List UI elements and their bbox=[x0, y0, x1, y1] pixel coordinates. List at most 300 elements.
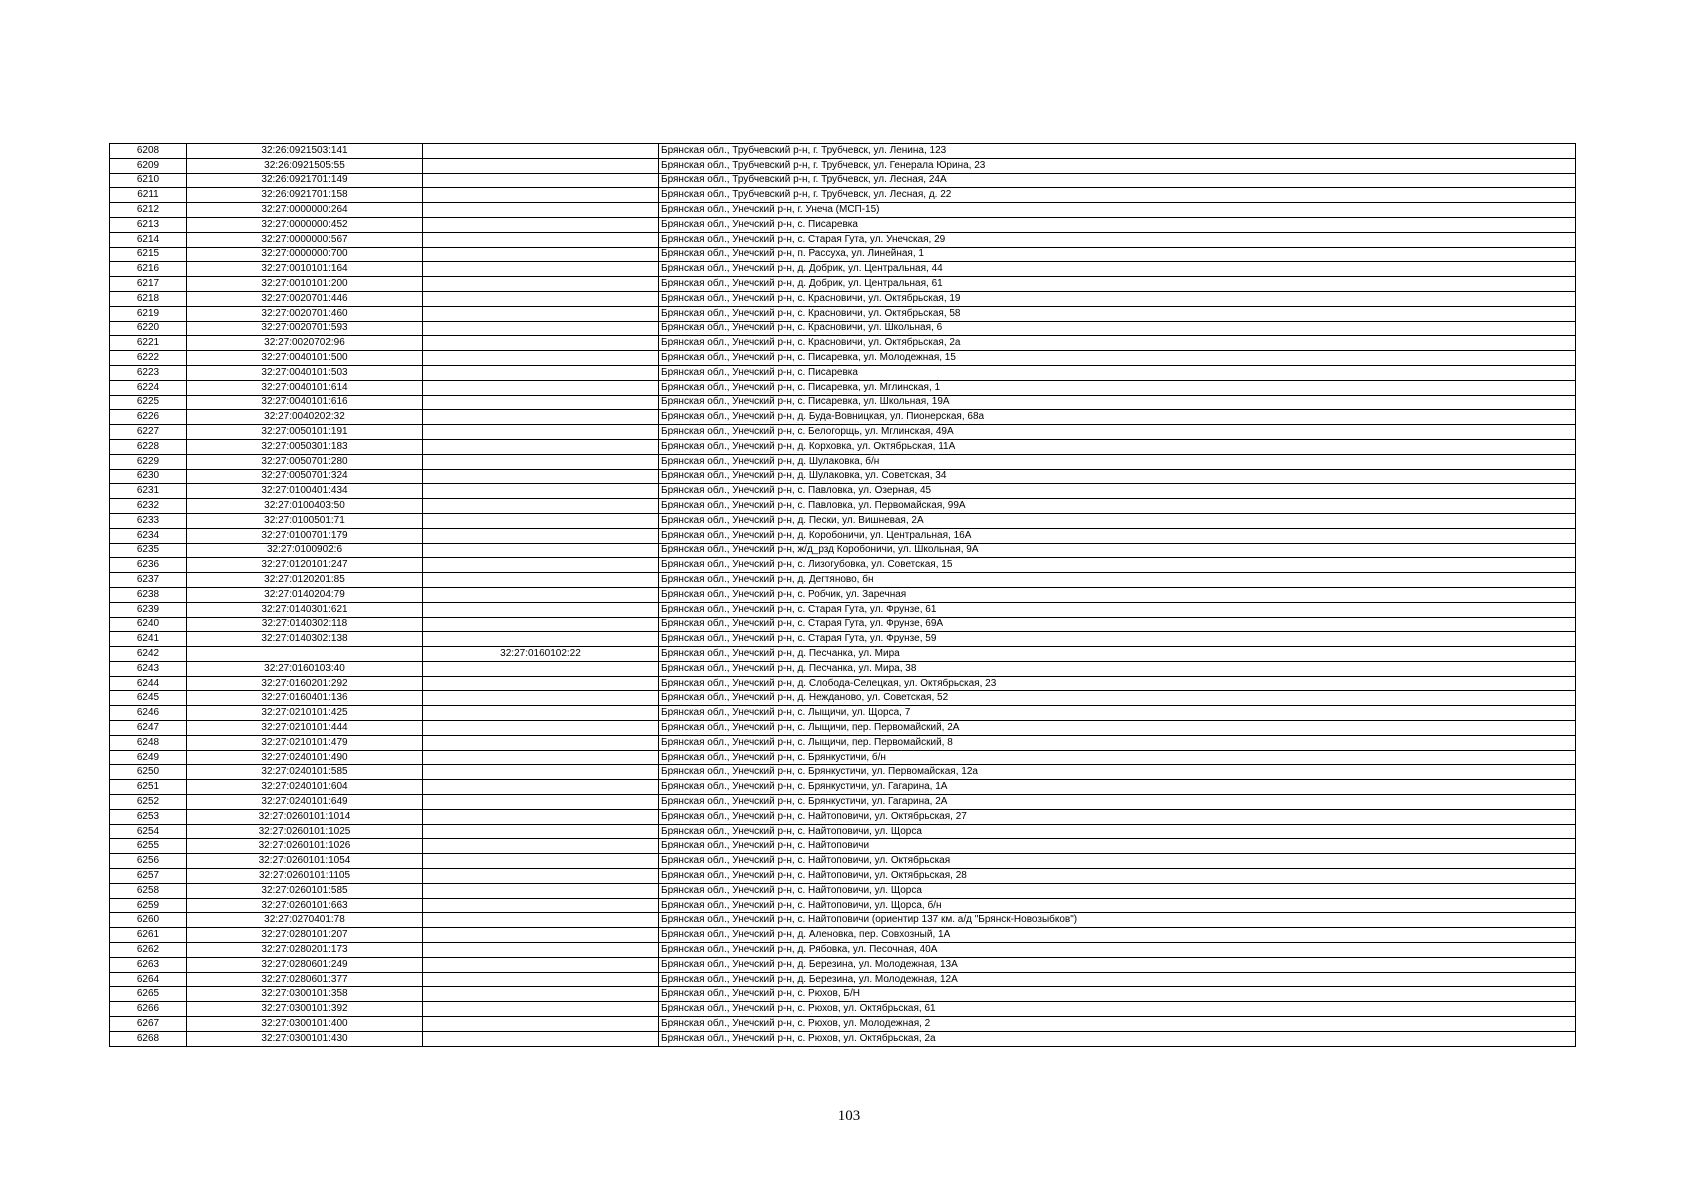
row-number-cell: 6221 bbox=[110, 336, 187, 351]
cadastral-number-cell: 32:27:0040101:503 bbox=[187, 365, 423, 380]
table-row bbox=[110, 380, 1576, 395]
cadastral-number-cell: 32:27:0020702:96 bbox=[187, 336, 423, 351]
table-row bbox=[110, 277, 1576, 292]
table-row bbox=[110, 144, 1576, 159]
row-number-cell: 6214 bbox=[110, 232, 187, 247]
table-row bbox=[110, 425, 1576, 440]
cadastral-number-cell: 32:27:0160201:292 bbox=[187, 676, 423, 691]
table-row bbox=[110, 351, 1576, 366]
table-row bbox=[110, 306, 1576, 321]
related-cadastral-number-cell bbox=[423, 144, 659, 159]
row-number-cell: 6209 bbox=[110, 158, 187, 173]
cadastral-number-cell: 32:26:0921701:149 bbox=[187, 173, 423, 188]
table-row bbox=[110, 602, 1576, 617]
row-number-cell: 6238 bbox=[110, 587, 187, 602]
cadastral-number-cell: 32:27:0000000:264 bbox=[187, 203, 423, 218]
related-cadastral-number-cell bbox=[423, 957, 659, 972]
related-cadastral-number-cell bbox=[423, 262, 659, 277]
table-row bbox=[110, 410, 1576, 425]
cadastral-number-cell: 32:27:0240101:649 bbox=[187, 795, 423, 810]
table-row bbox=[110, 573, 1576, 588]
cadastral-number-cell: 32:27:0300101:392 bbox=[187, 1002, 423, 1017]
address-cell: Брянская обл., Унечский р-н, с. Найтоповичи, ул. Щорса bbox=[659, 883, 1576, 898]
related-cadastral-number-cell bbox=[423, 513, 659, 528]
related-cadastral-number-cell bbox=[423, 321, 659, 336]
cadastral-number-cell: 32:27:0050701:280 bbox=[187, 454, 423, 469]
row-number-cell: 6230 bbox=[110, 469, 187, 484]
address-cell: Брянская обл., Унечский р-н, с. Лыщичи, пер. Первомайский, 8 bbox=[659, 735, 1576, 750]
table-row bbox=[110, 913, 1576, 928]
related-cadastral-number-cell bbox=[423, 188, 659, 203]
address-cell: Брянская обл., Унечский р-н, с. Робчик, ул. Заречная bbox=[659, 587, 1576, 602]
cadastral-number-cell: 32:27:0000000:567 bbox=[187, 232, 423, 247]
row-number-cell: 6267 bbox=[110, 1017, 187, 1032]
table-row bbox=[110, 706, 1576, 721]
related-cadastral-number-cell bbox=[423, 913, 659, 928]
related-cadastral-number-cell bbox=[423, 795, 659, 810]
related-cadastral-number-cell bbox=[423, 1017, 659, 1032]
cadastral-number-cell: 32:27:0210101:425 bbox=[187, 706, 423, 721]
cadastral-number-cell: 32:27:0140204:79 bbox=[187, 587, 423, 602]
related-cadastral-number-cell: 32:27:0160102:22 bbox=[423, 647, 659, 662]
address-cell: Брянская обл., Унечский р-н, д. Рябовка, ул. Песочная, 40А bbox=[659, 943, 1576, 958]
related-cadastral-number-cell bbox=[423, 721, 659, 736]
cadastral-number-cell: 32:27:0010101:164 bbox=[187, 262, 423, 277]
table-row bbox=[110, 1002, 1576, 1017]
table-row bbox=[110, 647, 1576, 662]
address-cell: Брянская обл., Унечский р-н, с. Брянкустичи, б/н bbox=[659, 750, 1576, 765]
address-cell: Брянская обл., Унечский р-н, с. Рюхов, ул. Октябрьская, 2а bbox=[659, 1031, 1576, 1046]
row-number-cell: 6234 bbox=[110, 528, 187, 543]
table-row bbox=[110, 617, 1576, 632]
cadastral-number-cell: 32:27:0260101:585 bbox=[187, 883, 423, 898]
row-number-cell: 6212 bbox=[110, 203, 187, 218]
row-number-cell: 6250 bbox=[110, 765, 187, 780]
row-number-cell: 6210 bbox=[110, 173, 187, 188]
address-cell: Брянская обл., Унечский р-н, д. Песчанка, ул. Мира, 38 bbox=[659, 661, 1576, 676]
address-cell: Брянская обл., Унечский р-н, с. Писаревка bbox=[659, 365, 1576, 380]
address-cell: Брянская обл., Унечский р-н, д. Березина, ул. Молодежная, 12А bbox=[659, 972, 1576, 987]
row-number-cell: 6252 bbox=[110, 795, 187, 810]
table-row bbox=[110, 291, 1576, 306]
cadastral-number-cell: 32:27:0100401:434 bbox=[187, 484, 423, 499]
address-cell: Брянская обл., Унечский р-н, д. Песчанка, ул. Мира bbox=[659, 647, 1576, 662]
address-cell: Брянская обл., Унечский р-н, д. Нежданово, ул. Советская, 52 bbox=[659, 691, 1576, 706]
table-row bbox=[110, 543, 1576, 558]
related-cadastral-number-cell bbox=[423, 439, 659, 454]
row-number-cell: 6241 bbox=[110, 632, 187, 647]
table-row bbox=[110, 439, 1576, 454]
row-number-cell: 6248 bbox=[110, 735, 187, 750]
row-number-cell: 6224 bbox=[110, 380, 187, 395]
table-row bbox=[110, 158, 1576, 173]
row-number-cell: 6263 bbox=[110, 957, 187, 972]
related-cadastral-number-cell bbox=[423, 706, 659, 721]
row-number-cell: 6246 bbox=[110, 706, 187, 721]
row-number-cell: 6240 bbox=[110, 617, 187, 632]
related-cadastral-number-cell bbox=[423, 869, 659, 884]
row-number-cell: 6243 bbox=[110, 661, 187, 676]
cadastral-number-cell: 32:27:0300101:358 bbox=[187, 987, 423, 1002]
cadastral-number-cell: 32:27:0040101:500 bbox=[187, 351, 423, 366]
table-row bbox=[110, 957, 1576, 972]
address-cell: Брянская обл., Унечский р-н, д. Коробоничи, ул. Центральная, 16А bbox=[659, 528, 1576, 543]
row-number-cell: 6208 bbox=[110, 144, 187, 159]
cadastral-number-cell: 32:27:0010101:200 bbox=[187, 277, 423, 292]
row-number-cell: 6265 bbox=[110, 987, 187, 1002]
related-cadastral-number-cell bbox=[423, 528, 659, 543]
cadastral-number-cell: 32:27:0100501:71 bbox=[187, 513, 423, 528]
row-number-cell: 6255 bbox=[110, 839, 187, 854]
address-cell: Брянская обл., Унечский р-н, с. Красновичи, ул. Октябрьская, 19 bbox=[659, 291, 1576, 306]
address-cell: Брянская обл., Унечский р-н, с. Писаревка, ул. Мглинская, 1 bbox=[659, 380, 1576, 395]
row-number-cell: 6258 bbox=[110, 883, 187, 898]
related-cadastral-number-cell bbox=[423, 291, 659, 306]
cadastral-number-cell: 32:27:0260101:1105 bbox=[187, 869, 423, 884]
table-row bbox=[110, 721, 1576, 736]
cadastral-number-cell: 32:27:0140302:118 bbox=[187, 617, 423, 632]
related-cadastral-number-cell bbox=[423, 395, 659, 410]
related-cadastral-number-cell bbox=[423, 883, 659, 898]
cadastral-number-cell: 32:27:0160103:40 bbox=[187, 661, 423, 676]
cadastral-number-cell: 32:27:0260101:1025 bbox=[187, 824, 423, 839]
table-row bbox=[110, 839, 1576, 854]
row-number-cell: 6259 bbox=[110, 898, 187, 913]
table-row bbox=[110, 676, 1576, 691]
cadastral-number-cell: 32:27:0280601:377 bbox=[187, 972, 423, 987]
cadastral-number-cell: 32:27:0020701:460 bbox=[187, 306, 423, 321]
related-cadastral-number-cell bbox=[423, 839, 659, 854]
cadastral-number-cell: 32:27:0020701:593 bbox=[187, 321, 423, 336]
row-number-cell: 6216 bbox=[110, 262, 187, 277]
table-row bbox=[110, 365, 1576, 380]
table-row bbox=[110, 1017, 1576, 1032]
row-number-cell: 6227 bbox=[110, 425, 187, 440]
row-number-cell: 6249 bbox=[110, 750, 187, 765]
row-number-cell: 6254 bbox=[110, 824, 187, 839]
cadastral-number-cell: 32:27:0280201:173 bbox=[187, 943, 423, 958]
address-cell: Брянская обл., Унечский р-н, с. Красновичи, ул. Октябрьская, 2а bbox=[659, 336, 1576, 351]
table-row bbox=[110, 883, 1576, 898]
related-cadastral-number-cell bbox=[423, 854, 659, 869]
table-row bbox=[110, 691, 1576, 706]
table-row bbox=[110, 824, 1576, 839]
row-number-cell: 6266 bbox=[110, 1002, 187, 1017]
address-cell: Брянская обл., Унечский р-н, с. Старая Гута, ул. Фрунзе, 59 bbox=[659, 632, 1576, 647]
related-cadastral-number-cell bbox=[423, 410, 659, 425]
table-row bbox=[110, 632, 1576, 647]
related-cadastral-number-cell bbox=[423, 277, 659, 292]
table-row bbox=[110, 854, 1576, 869]
address-cell: Брянская обл., Унечский р-н, с. Найтоповичи (ориентир 137 км. а/д "Брянск-Новозыбков") bbox=[659, 913, 1576, 928]
address-cell: Брянская обл., Унечский р-н, с. Красновичи, ул. Октябрьская, 58 bbox=[659, 306, 1576, 321]
cadastral-number-cell: 32:27:0020701:446 bbox=[187, 291, 423, 306]
table-row bbox=[110, 943, 1576, 958]
table-row bbox=[110, 750, 1576, 765]
related-cadastral-number-cell bbox=[423, 765, 659, 780]
row-number-cell: 6215 bbox=[110, 247, 187, 262]
row-number-cell: 6260 bbox=[110, 913, 187, 928]
address-cell: Брянская обл., Унечский р-н, д. Березина, ул. Молодежная, 13А bbox=[659, 957, 1576, 972]
address-cell: Брянская обл., Унечский р-н, с. Брянкустичи, ул. Гагарина, 1А bbox=[659, 780, 1576, 795]
cadastral-number-cell: 32:27:0100403:50 bbox=[187, 499, 423, 514]
related-cadastral-number-cell bbox=[423, 928, 659, 943]
table-row bbox=[110, 247, 1576, 262]
row-number-cell: 6262 bbox=[110, 943, 187, 958]
address-cell: Брянская обл., Унечский р-н, с. Найтоповичи, ул. Октябрьская, 27 bbox=[659, 809, 1576, 824]
cadastral-number-cell: 32:27:0280101:207 bbox=[187, 928, 423, 943]
row-number-cell: 6222 bbox=[110, 351, 187, 366]
address-cell: Брянская обл., Унечский р-н, д. Буда-Вовницкая, ул. Пионерская, 68а bbox=[659, 410, 1576, 425]
row-number-cell: 6256 bbox=[110, 854, 187, 869]
table-row bbox=[110, 809, 1576, 824]
related-cadastral-number-cell bbox=[423, 1031, 659, 1046]
table-row bbox=[110, 262, 1576, 277]
row-number-cell: 6251 bbox=[110, 780, 187, 795]
related-cadastral-number-cell bbox=[423, 691, 659, 706]
cadastral-number-cell: 32:27:0210101:479 bbox=[187, 735, 423, 750]
row-number-cell: 6219 bbox=[110, 306, 187, 321]
address-cell: Брянская обл., Унечский р-н, с. Лыщичи, ул. Щорса, 7 bbox=[659, 706, 1576, 721]
related-cadastral-number-cell bbox=[423, 602, 659, 617]
cadastral-number-cell: 32:27:0300101:430 bbox=[187, 1031, 423, 1046]
cadastral-number-cell: 32:27:0140301:621 bbox=[187, 602, 423, 617]
row-number-cell: 6217 bbox=[110, 277, 187, 292]
related-cadastral-number-cell bbox=[423, 750, 659, 765]
address-cell: Брянская обл., Унечский р-н, с. Старая Гута, ул. Унечская, 29 bbox=[659, 232, 1576, 247]
table-row bbox=[110, 188, 1576, 203]
address-cell: Брянская обл., Унечский р-н, с. Павловка, ул. Первомайская, 99А bbox=[659, 499, 1576, 514]
related-cadastral-number-cell bbox=[423, 158, 659, 173]
address-cell: Брянская обл., Унечский р-н, с. Найтоповичи bbox=[659, 839, 1576, 854]
register-table bbox=[109, 143, 1576, 1047]
table-row bbox=[110, 795, 1576, 810]
row-number-cell: 6257 bbox=[110, 869, 187, 884]
related-cadastral-number-cell bbox=[423, 425, 659, 440]
cadastral-number-cell: 32:27:0120201:85 bbox=[187, 573, 423, 588]
row-number-cell: 6236 bbox=[110, 558, 187, 573]
related-cadastral-number-cell bbox=[423, 454, 659, 469]
table-row bbox=[110, 217, 1576, 232]
row-number-cell: 6228 bbox=[110, 439, 187, 454]
row-number-cell: 6239 bbox=[110, 602, 187, 617]
row-number-cell: 6245 bbox=[110, 691, 187, 706]
address-cell: Брянская обл., Унечский р-н, с. Найтоповичи, ул. Октябрьская bbox=[659, 854, 1576, 869]
row-number-cell: 6247 bbox=[110, 721, 187, 736]
address-cell: Брянская обл., Унечский р-н, с. Павловка, ул. Озерная, 45 bbox=[659, 484, 1576, 499]
address-cell: Брянская обл., Унечский р-н, с. Писаревка, ул. Молодежная, 15 bbox=[659, 351, 1576, 366]
related-cadastral-number-cell bbox=[423, 661, 659, 676]
cadastral-number-cell: 32:27:0260101:663 bbox=[187, 898, 423, 913]
address-cell: Брянская обл., Унечский р-н, с. Найтоповичи, ул. Щорса, б/н bbox=[659, 898, 1576, 913]
address-cell: Брянская обл., Унечский р-н, д. Аленовка, пер. Совхозный, 1А bbox=[659, 928, 1576, 943]
table-row bbox=[110, 735, 1576, 750]
cadastral-number-cell bbox=[187, 647, 423, 662]
row-number-cell: 6213 bbox=[110, 217, 187, 232]
related-cadastral-number-cell bbox=[423, 972, 659, 987]
row-number-cell: 6235 bbox=[110, 543, 187, 558]
cadastral-number-cell: 32:27:0240101:490 bbox=[187, 750, 423, 765]
address-cell: Брянская обл., Унечский р-н, с. Найтоповичи, ул. Щорса bbox=[659, 824, 1576, 839]
related-cadastral-number-cell bbox=[423, 617, 659, 632]
cadastral-number-cell: 32:27:0050101:191 bbox=[187, 425, 423, 440]
related-cadastral-number-cell bbox=[423, 351, 659, 366]
related-cadastral-number-cell bbox=[423, 780, 659, 795]
table-row bbox=[110, 869, 1576, 884]
related-cadastral-number-cell bbox=[423, 809, 659, 824]
address-cell: Брянская обл., Унечский р-н, д. Пески, ул. Вишневая, 2А bbox=[659, 513, 1576, 528]
address-cell: Брянская обл., Унечский р-н, с. Старая Гута, ул. Фрунзе, 61 bbox=[659, 602, 1576, 617]
row-number-cell: 6237 bbox=[110, 573, 187, 588]
row-number-cell: 6223 bbox=[110, 365, 187, 380]
address-cell: Брянская обл., Унечский р-н, д. Корховка, ул. Октябрьская, 11А bbox=[659, 439, 1576, 454]
address-cell: Брянская обл., Унечский р-н, д. Шулаковка, ул. Советская, 34 bbox=[659, 469, 1576, 484]
table-row bbox=[110, 232, 1576, 247]
table-row bbox=[110, 513, 1576, 528]
table-row bbox=[110, 928, 1576, 943]
table-row bbox=[110, 587, 1576, 602]
related-cadastral-number-cell bbox=[423, 943, 659, 958]
cadastral-number-cell: 32:26:0921505:55 bbox=[187, 158, 423, 173]
related-cadastral-number-cell bbox=[423, 824, 659, 839]
cadastral-number-cell: 32:27:0040101:616 bbox=[187, 395, 423, 410]
cadastral-number-cell: 32:27:0140302:138 bbox=[187, 632, 423, 647]
address-cell: Брянская обл., Унечский р-н, с. Писаревка bbox=[659, 217, 1576, 232]
related-cadastral-number-cell bbox=[423, 380, 659, 395]
table-row bbox=[110, 454, 1576, 469]
table-row bbox=[110, 173, 1576, 188]
related-cadastral-number-cell bbox=[423, 306, 659, 321]
cadastral-number-cell: 32:27:0100701:179 bbox=[187, 528, 423, 543]
cadastral-number-cell: 32:26:0921701:158 bbox=[187, 188, 423, 203]
address-cell: Брянская обл., Унечский р-н, с. Рюхов, ул. Молодежная, 2 bbox=[659, 1017, 1576, 1032]
row-number-cell: 6242 bbox=[110, 647, 187, 662]
related-cadastral-number-cell bbox=[423, 632, 659, 647]
address-cell: Брянская обл., Унечский р-н, с. Писаревка, ул. Школьная, 19А bbox=[659, 395, 1576, 410]
table-row bbox=[110, 972, 1576, 987]
row-number-cell: 6226 bbox=[110, 410, 187, 425]
address-cell: Брянская обл., Унечский р-н, с. Брянкустичи, ул. Гагарина, 2А bbox=[659, 795, 1576, 810]
related-cadastral-number-cell bbox=[423, 573, 659, 588]
table-row bbox=[110, 321, 1576, 336]
cadastral-number-cell: 32:27:0260101:1014 bbox=[187, 809, 423, 824]
related-cadastral-number-cell bbox=[423, 217, 659, 232]
table-row bbox=[110, 780, 1576, 795]
related-cadastral-number-cell bbox=[423, 558, 659, 573]
address-cell: Брянская обл., Трубчевский р-н, г. Трубчевск, ул. Ленина, 123 bbox=[659, 144, 1576, 159]
row-number-cell: 6244 bbox=[110, 676, 187, 691]
table-row bbox=[110, 765, 1576, 780]
page-number: 103 bbox=[837, 1108, 861, 1124]
cadastral-number-cell: 32:26:0921503:141 bbox=[187, 144, 423, 159]
cadastral-number-cell: 32:27:0240101:585 bbox=[187, 765, 423, 780]
address-cell: Брянская обл., Унечский р-н, д. Добрик, ул. Центральная, 44 bbox=[659, 262, 1576, 277]
row-number-cell: 6218 bbox=[110, 291, 187, 306]
cadastral-number-cell: 32:27:0040101:614 bbox=[187, 380, 423, 395]
address-cell: Брянская обл., Унечский р-н, с. Лизогубовка, ул. Советская, 15 bbox=[659, 558, 1576, 573]
related-cadastral-number-cell bbox=[423, 336, 659, 351]
table-row bbox=[110, 484, 1576, 499]
address-cell: Брянская обл., Унечский р-н, ж/д_рзд Коробоничи, ул. Школьная, 9А bbox=[659, 543, 1576, 558]
address-cell: Брянская обл., Унечский р-н, с. Брянкустичи, ул. Первомайская, 12а bbox=[659, 765, 1576, 780]
address-cell: Брянская обл., Унечский р-н, с. Красновичи, ул. Школьная, 6 bbox=[659, 321, 1576, 336]
row-number-cell: 6268 bbox=[110, 1031, 187, 1046]
address-cell: Брянская обл., Унечский р-н, г. Унеча (МСП-15) bbox=[659, 203, 1576, 218]
table-row bbox=[110, 336, 1576, 351]
cadastral-number-cell: 32:27:0050701:324 bbox=[187, 469, 423, 484]
related-cadastral-number-cell bbox=[423, 543, 659, 558]
table-row bbox=[110, 898, 1576, 913]
table-row bbox=[110, 528, 1576, 543]
related-cadastral-number-cell bbox=[423, 676, 659, 691]
row-number-cell: 6220 bbox=[110, 321, 187, 336]
address-cell: Брянская обл., Унечский р-н, с. Найтоповичи, ул. Октябрьская, 28 bbox=[659, 869, 1576, 884]
related-cadastral-number-cell bbox=[423, 484, 659, 499]
table-row bbox=[110, 499, 1576, 514]
address-cell: Брянская обл., Унечский р-н, д. Слобода-Селецкая, ул. Октябрьская, 23 bbox=[659, 676, 1576, 691]
related-cadastral-number-cell bbox=[423, 1002, 659, 1017]
related-cadastral-number-cell bbox=[423, 987, 659, 1002]
row-number-cell: 6231 bbox=[110, 484, 187, 499]
row-number-cell: 6225 bbox=[110, 395, 187, 410]
cadastral-number-cell: 32:27:0040202:32 bbox=[187, 410, 423, 425]
row-number-cell: 6211 bbox=[110, 188, 187, 203]
address-cell: Брянская обл., Унечский р-н, п. Рассуха, ул. Линейная, 1 bbox=[659, 247, 1576, 262]
cadastral-number-cell: 32:27:0240101:604 bbox=[187, 780, 423, 795]
address-cell: Брянская обл., Унечский р-н, с. Лыщичи, пер. Первомайский, 2А bbox=[659, 721, 1576, 736]
address-cell: Брянская обл., Унечский р-н, д. Шулаковка, б/н bbox=[659, 454, 1576, 469]
address-cell: Брянская обл., Унечский р-н, с. Рюхов, Б/Н bbox=[659, 987, 1576, 1002]
row-number-cell: 6261 bbox=[110, 928, 187, 943]
related-cadastral-number-cell bbox=[423, 587, 659, 602]
related-cadastral-number-cell bbox=[423, 232, 659, 247]
cadastral-number-cell: 32:27:0120101:247 bbox=[187, 558, 423, 573]
row-number-cell: 6233 bbox=[110, 513, 187, 528]
related-cadastral-number-cell bbox=[423, 735, 659, 750]
address-cell: Брянская обл., Унечский р-н, с. Белогорщь, ул. Мглинская, 49А bbox=[659, 425, 1576, 440]
cadastral-number-cell: 32:27:0280601:249 bbox=[187, 957, 423, 972]
cadastral-number-cell: 32:27:0050301:183 bbox=[187, 439, 423, 454]
table-row bbox=[110, 661, 1576, 676]
row-number-cell: 6253 bbox=[110, 809, 187, 824]
cadastral-number-cell: 32:27:0000000:700 bbox=[187, 247, 423, 262]
cadastral-number-cell: 32:27:0000000:452 bbox=[187, 217, 423, 232]
address-cell: Брянская обл., Унечский р-н, д. Дегтяново, бн bbox=[659, 573, 1576, 588]
address-cell: Брянская обл., Трубчевский р-н, г. Трубчевск, ул. Генерала Юрина, 23 bbox=[659, 158, 1576, 173]
row-number-cell: 6264 bbox=[110, 972, 187, 987]
related-cadastral-number-cell bbox=[423, 898, 659, 913]
cadastral-number-cell: 32:27:0300101:400 bbox=[187, 1017, 423, 1032]
address-cell: Брянская обл., Унечский р-н, д. Добрик, ул. Центральная, 61 bbox=[659, 277, 1576, 292]
related-cadastral-number-cell bbox=[423, 173, 659, 188]
cadastral-number-cell: 32:27:0100902:6 bbox=[187, 543, 423, 558]
table-row bbox=[110, 1031, 1576, 1046]
row-number-cell: 6229 bbox=[110, 454, 187, 469]
cadastral-number-cell: 32:27:0270401:78 bbox=[187, 913, 423, 928]
table-row bbox=[110, 987, 1576, 1002]
table-row bbox=[110, 469, 1576, 484]
table-row bbox=[110, 395, 1576, 410]
related-cadastral-number-cell bbox=[423, 499, 659, 514]
related-cadastral-number-cell bbox=[423, 469, 659, 484]
table-row bbox=[110, 558, 1576, 573]
register-table-body bbox=[110, 144, 1576, 1047]
cadastral-number-cell: 32:27:0260101:1026 bbox=[187, 839, 423, 854]
address-cell: Брянская обл., Унечский р-н, с. Рюхов, ул. Октябрьская, 61 bbox=[659, 1002, 1576, 1017]
table-row bbox=[110, 203, 1576, 218]
cadastral-number-cell: 32:27:0210101:444 bbox=[187, 721, 423, 736]
address-cell: Брянская обл., Унечский р-н, с. Старая Гута, ул. Фрунзе, 69А bbox=[659, 617, 1576, 632]
